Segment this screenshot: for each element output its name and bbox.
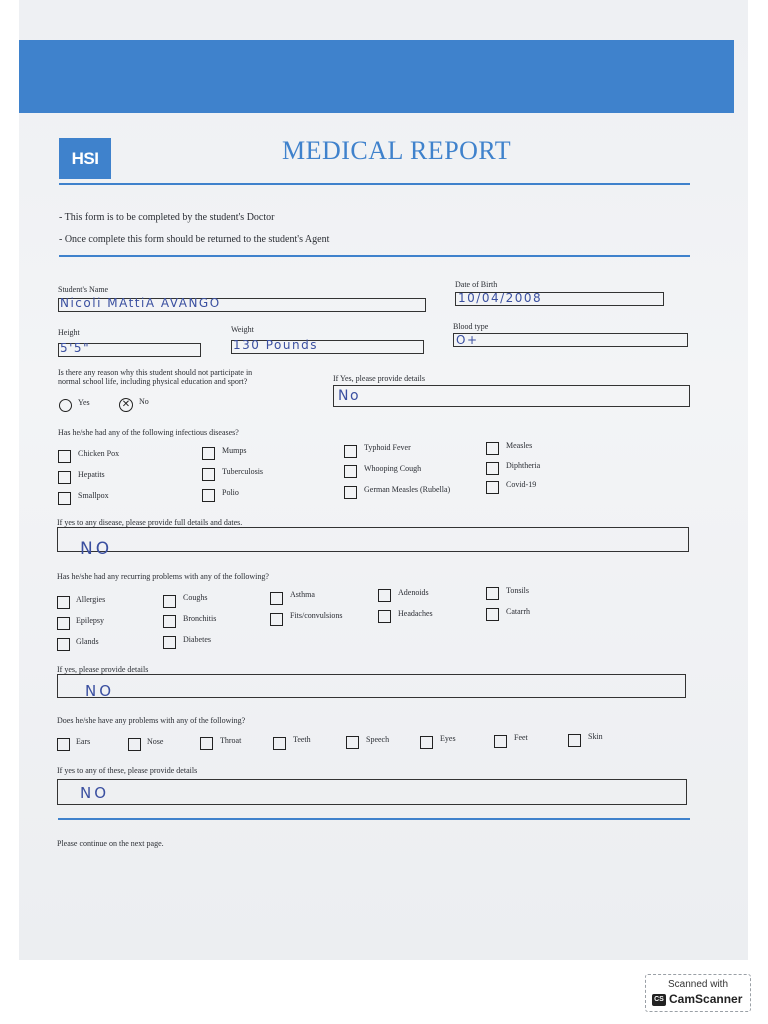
label-coughs: Coughs <box>183 593 208 602</box>
checkbox-tuberculosis[interactable] <box>202 468 215 481</box>
height-value: 5'5" <box>60 341 91 355</box>
checkbox-whooping-cough[interactable] <box>344 465 357 478</box>
label-mumps: Mumps <box>222 446 247 455</box>
label-nose: Nose <box>147 737 164 746</box>
infectious-details-label: If yes to any disease, please provide full details and dates. <box>57 518 243 527</box>
participation-question: Is there any reason why this student should not participate in <box>58 368 253 377</box>
page-title: MEDICAL REPORT <box>282 136 512 165</box>
name-value: Nicoli MAttiA AVANGO <box>60 296 221 310</box>
blood-type-value: O+ <box>456 333 479 347</box>
checkbox-eyes[interactable] <box>420 736 433 749</box>
label-allergies: Allergies <box>76 595 106 604</box>
participation-details-label: If Yes, please provide details <box>333 374 425 383</box>
label-whooping-cough: Whooping Cough <box>364 464 422 473</box>
dob-value: 10/04/2008 <box>458 291 543 305</box>
label-hepatits: Hepatits <box>78 470 105 479</box>
label-feet: Feet <box>514 733 528 742</box>
recurring-details-field[interactable] <box>57 674 686 698</box>
checkbox-diphtheria[interactable] <box>486 462 499 475</box>
blood-type-field[interactable] <box>453 333 688 347</box>
label-diphtheria: Diphtheria <box>506 461 541 470</box>
checkbox-bronchitis[interactable] <box>163 615 176 628</box>
label-ears: Ears <box>76 737 91 746</box>
label-catarrh: Catarrh <box>506 607 530 616</box>
label-asthma: Asthma <box>290 590 315 599</box>
checkbox-fits-convulsions[interactable] <box>270 613 283 626</box>
checkbox-tonsils[interactable] <box>486 587 499 600</box>
name-label: Student's Name <box>58 285 109 294</box>
label-adenoids: Adenoids <box>398 588 429 597</box>
label-measles: Measles <box>506 441 533 450</box>
checkbox-feet[interactable] <box>494 735 507 748</box>
checkbox-mumps[interactable] <box>202 447 215 460</box>
checkbox-diabetes[interactable] <box>163 636 176 649</box>
header-band <box>19 40 734 113</box>
checkbox-measles[interactable] <box>486 442 499 455</box>
checkbox-typhoid-fever[interactable] <box>344 445 357 458</box>
checkbox-polio[interactable] <box>202 489 215 502</box>
label-bronchitis: Bronchitis <box>183 614 217 623</box>
label-headaches: Headaches <box>398 609 433 618</box>
label-tonsils: Tonsils <box>506 586 529 595</box>
camscanner-logo-icon: CS <box>652 994 666 1006</box>
checkbox-german-measles[interactable] <box>344 486 357 499</box>
checkbox-covid-19[interactable] <box>486 481 499 494</box>
weight-label: Weight <box>231 325 254 334</box>
camscanner-badge <box>645 974 751 1012</box>
checkbox-nose[interactable] <box>128 738 141 751</box>
label-skin: Skin <box>588 732 603 741</box>
dob-label: Date of Birth <box>455 280 498 289</box>
label-typhoid-fever: Typhoid Fever <box>364 443 411 452</box>
label-glands: Glands <box>76 637 99 646</box>
label-epilepsy: Epilepsy <box>76 616 104 625</box>
checkbox-glands[interactable] <box>57 638 70 651</box>
checkbox-teeth[interactable] <box>273 737 286 750</box>
infectious-details-value: NO <box>80 539 113 559</box>
problems-details-value: NO <box>80 784 110 802</box>
label-teeth: Teeth <box>293 735 311 744</box>
label-fits-convulsions: Fits/convulsions <box>290 611 343 620</box>
height-label: Height <box>58 328 80 337</box>
participation-details-field[interactable] <box>333 385 690 407</box>
label-tuberculosis: Tuberculosis <box>222 467 264 476</box>
participation-question-2: normal school life, including physical education and sport? <box>58 377 248 386</box>
checkbox-adenoids[interactable] <box>378 589 391 602</box>
label-speech: Speech <box>366 735 390 744</box>
label-covid-19: Covid-19 <box>506 480 537 489</box>
checkbox-ears[interactable] <box>57 738 70 751</box>
divider <box>59 183 690 185</box>
problems-details-label: If yes to any of these, please provide details <box>57 766 198 775</box>
recurring-details-value: NO <box>85 682 115 700</box>
no-radio-selected[interactable]: ✕ <box>119 398 133 412</box>
instruction-1: - This form is to be completed by the student's Doctor <box>59 212 275 223</box>
divider <box>58 818 690 820</box>
yes-label: Yes <box>78 398 90 407</box>
hsi-logo: HSI <box>59 138 111 179</box>
recurring-question: Has he/she had any recurring problems with any of the following? <box>57 572 269 581</box>
checkbox-hepatits[interactable] <box>58 471 71 484</box>
no-label: No <box>139 397 149 406</box>
continue-note: Please continue on the next page. <box>57 839 164 848</box>
checkbox-asthma[interactable] <box>270 592 283 605</box>
divider <box>59 255 690 257</box>
recurring-details-label: If yes, please provide details <box>57 665 149 674</box>
checkbox-coughs[interactable] <box>163 595 176 608</box>
checkbox-headaches[interactable] <box>378 610 391 623</box>
infectious-details-field[interactable] <box>57 527 689 552</box>
checkbox-chicken-pox[interactable] <box>58 450 71 463</box>
yes-radio[interactable] <box>59 399 72 412</box>
checkbox-throat[interactable] <box>200 737 213 750</box>
weight-value: 130 Pounds <box>233 338 318 352</box>
participation-details-value: No <box>338 388 361 404</box>
checkbox-allergies[interactable] <box>57 596 70 609</box>
camscanner-name: CamScanner <box>669 992 743 1006</box>
label-smallpox: Smallpox <box>78 491 109 500</box>
blood-type-label: Blood type <box>453 322 489 331</box>
checkbox-catarrh[interactable] <box>486 608 499 621</box>
checkbox-speech[interactable] <box>346 736 359 749</box>
scanned-with-text: Scanned with <box>667 979 729 990</box>
label-diabetes: Diabetes <box>183 635 211 644</box>
infectious-question: Has he/she had any of the following infectious diseases? <box>58 428 239 437</box>
label-polio: Polio <box>222 488 239 497</box>
label-german-measles: German Measles (Rubella) <box>364 485 451 494</box>
problems-question: Does he/she have any problems with any of the following? <box>57 716 246 725</box>
label-chicken-pox: Chicken Pox <box>78 449 120 458</box>
label-eyes: Eyes <box>440 734 456 743</box>
checkbox-smallpox[interactable] <box>58 492 71 505</box>
label-throat: Throat <box>220 736 242 745</box>
problems-details-field[interactable] <box>57 779 687 805</box>
checkbox-epilepsy[interactable] <box>57 617 70 630</box>
checkbox-skin[interactable] <box>568 734 581 747</box>
instruction-2: - Once complete this form should be returned to the student's Agent <box>59 234 330 245</box>
